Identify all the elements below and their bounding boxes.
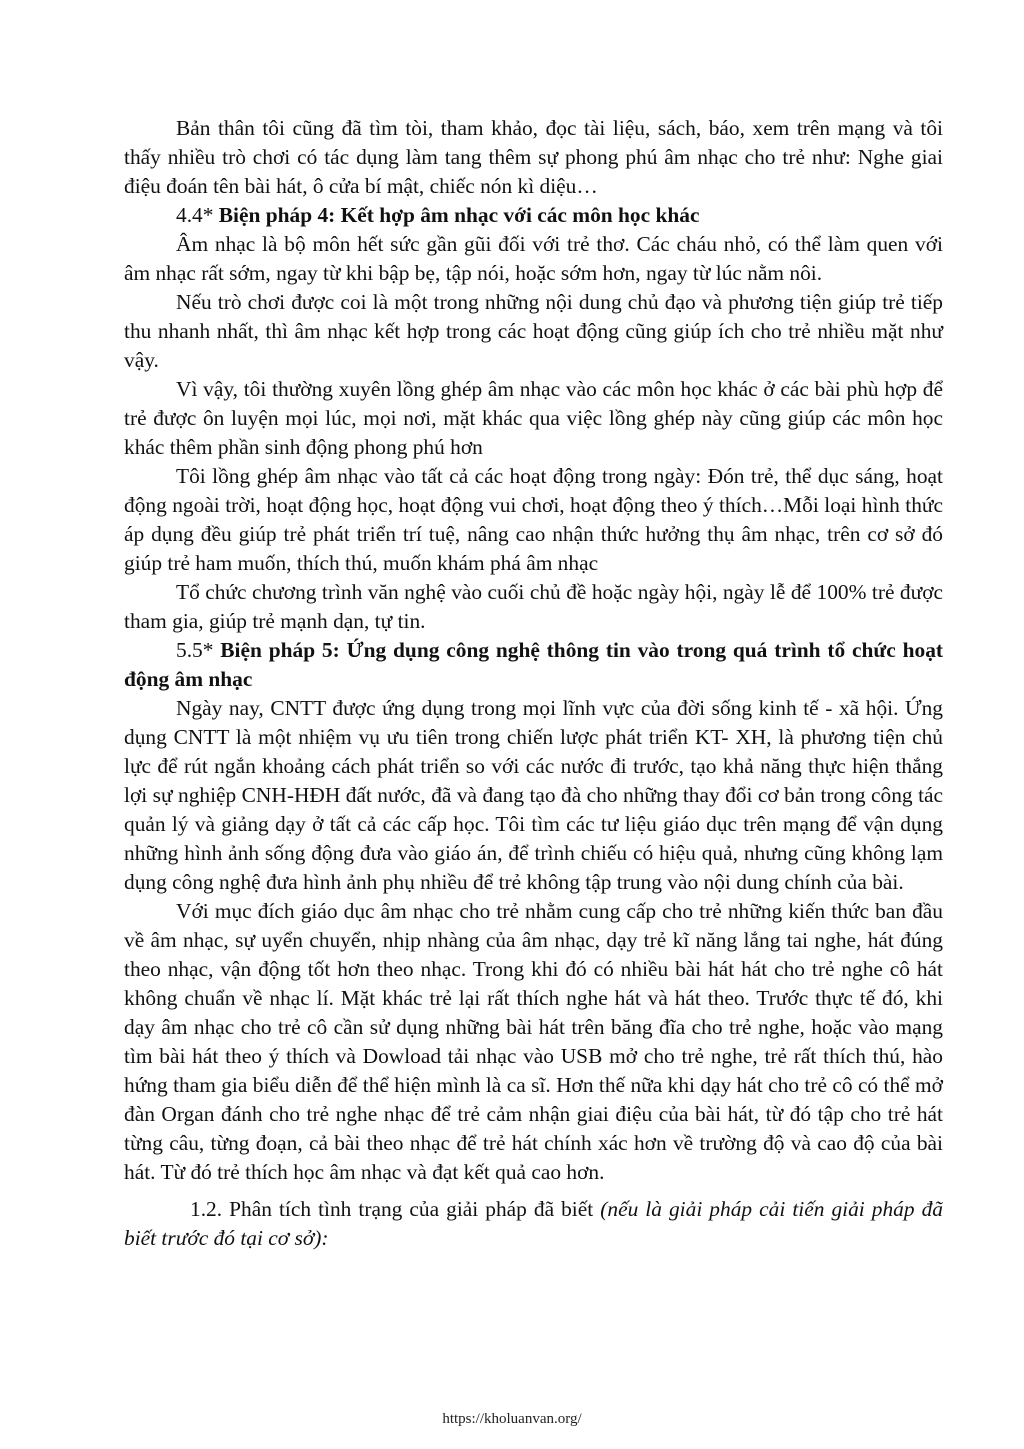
document-body — [124, 114, 943, 1253]
paragraph: Âm nhạc là bộ môn hết sức gần gũi đối với trẻ thơ. Các cháu nhỏ, có thể làm quen với âm nhạc rất sớm, ngay từ khi bập bẹ, tập nói, hoặc sớm hơn, ngay từ lúc nằm nôi. — [124, 232, 943, 285]
paragraph: Tổ chức chương trình văn nghệ vào cuối chủ đề hoặc ngày hội, ngày lễ để 100% trẻ được tham gia, giúp trẻ mạnh dạn, tự tin. — [124, 580, 943, 633]
subsection-1-2 — [124, 1195, 943, 1253]
section-title: Biện pháp 5: Ứng dụng công nghệ thông tin vào trong quá trình tổ chức hoạt động âm nhạc — [124, 638, 944, 691]
footer-url[interactable]: https://kholuanvan.org/ — [442, 1411, 582, 1427]
paragraph: Ngày nay, CNTT được ứng dụng trong mọi lĩnh vực của đời sống kinh tế - xã hội. Ứng dụng CNTT là một nhiệm vụ ưu tiên trong chiến lược phát triển KT- XH, là phương tiện chủ lực để rút ngắn khoảng cách phát triển so với các nước đi trước, tạo khả năng thực hiện thắng lợi sự nghiệp CNH-HĐH đất nước, đã và đang tạo đà cho những thay đổi cơ bản trong công tác quản lý và giảng dạy ở tất cả các cấp học. Tôi tìm các tư liệu giáo dục trên mạng để vận dụng những hình ảnh sống động đưa vào giáo án, để trình chiếu có hiệu quả, nhưng cũng không lạm dụng công nghệ đưa hình ảnh phụ nhiều để trẻ không tập trung vào nội dung chính của bài. — [124, 696, 943, 894]
paragraph: Tôi lồng ghép âm nhạc vào tất cả các hoạt động trong ngày: Đón trẻ, thể dục sáng, hoạt động ngoài trời, hoạt động học, hoạt động vui chơi, hoạt động theo ý thích…Mỗi loại hình thức áp dụng đều giúp trẻ phát triển trí tuệ, nâng cao nhận thức hưởng thụ âm nhạc, trên cơ sở đó giúp trẻ ham muốn, thích thú, muốn khám phá âm nhạc — [124, 464, 943, 575]
subsection-note: (nếu là giải pháp cải tiến giải pháp đã biết trước đó tại cơ sở): — [124, 1197, 943, 1250]
paragraph: Vì vậy, tôi thường xuyên lồng ghép âm nhạc vào các môn học khác ở các bài phù hợp để trẻ được ôn luyện mọi lúc, mọi nơi, mặt khác qua việc lồng ghép này cũng giúp các môn học khác thêm phần sinh động phong phú hơn — [124, 377, 943, 459]
section-heading-5-5 — [124, 636, 943, 694]
paragraph: Nếu trò chơi được coi là một trong những nội dung chủ đạo và phương tiện giúp trẻ tiếp thu nhanh nhất, thì âm nhạc kết hợp trong các hoạt động cũng giúp ích cho trẻ nhiều mặt như vậy. — [124, 290, 943, 372]
section-heading-4-4 — [124, 201, 943, 230]
section-number: 4.4* — [176, 203, 219, 227]
section-number: 5.5* — [176, 638, 221, 662]
paragraph: Với mục đích giáo dục âm nhạc cho trẻ nhằm cung cấp cho trẻ những kiến thức ban đầu về âm nhạc, sự uyển chuyển, nhịp nhàng của âm nhạc, dạy trẻ kĩ năng lắng tai nghe, hát đúng theo nhạc, vận động tốt hơn theo nhạc. Trong khi đó có nhiều bài hát hát cho trẻ nghe cô hát không chuẩn về nhạc lí. Mặt khác trẻ lại rất thích nghe hát và hát theo. Trước thực tế đó, khi dạy âm nhạc cho trẻ cô cần sử dụng những bài hát trên băng đĩa cho trẻ nghe, hoặc vào mạng tìm bài hát theo ý thích và Dowload tải nhạc vào USB mở cho trẻ nghe, trẻ rất thích thú, hào hứng tham gia biểu diễn để thể hiện mình là ca sĩ. Hơn thế nữa khi dạy hát cho trẻ cô có thể mở đàn Organ đánh cho trẻ nghe nhạc để trẻ cảm nhận giai điệu của bài hát, từ đó tập cho trẻ hát từng câu, từng đoạn, cả bài theo nhạc để trẻ hát chính xác hơn về trường độ và cao độ của bài hát. Từ đó trẻ thích học âm nhạc và đạt kết quả cao hơn. — [124, 899, 943, 1184]
section-title: Biện pháp 4: Kết hợp âm nhạc với các môn học khác — [218, 203, 700, 227]
subsection-text: 1.2. Phân tích tình trạng của giải pháp đã biết — [190, 1197, 601, 1221]
paragraph: Bản thân tôi cũng đã tìm tòi, tham khảo, đọc tài liệu, sách, báo, xem trên mạng và tôi thấy nhiều trò chơi có tác dụng làm tang thêm sự phong phú âm nhạc cho trẻ như: Nghe giai điệu đoán tên bài hát, ô cửa bí mật, chiếc nón kì diệu… — [124, 116, 943, 198]
